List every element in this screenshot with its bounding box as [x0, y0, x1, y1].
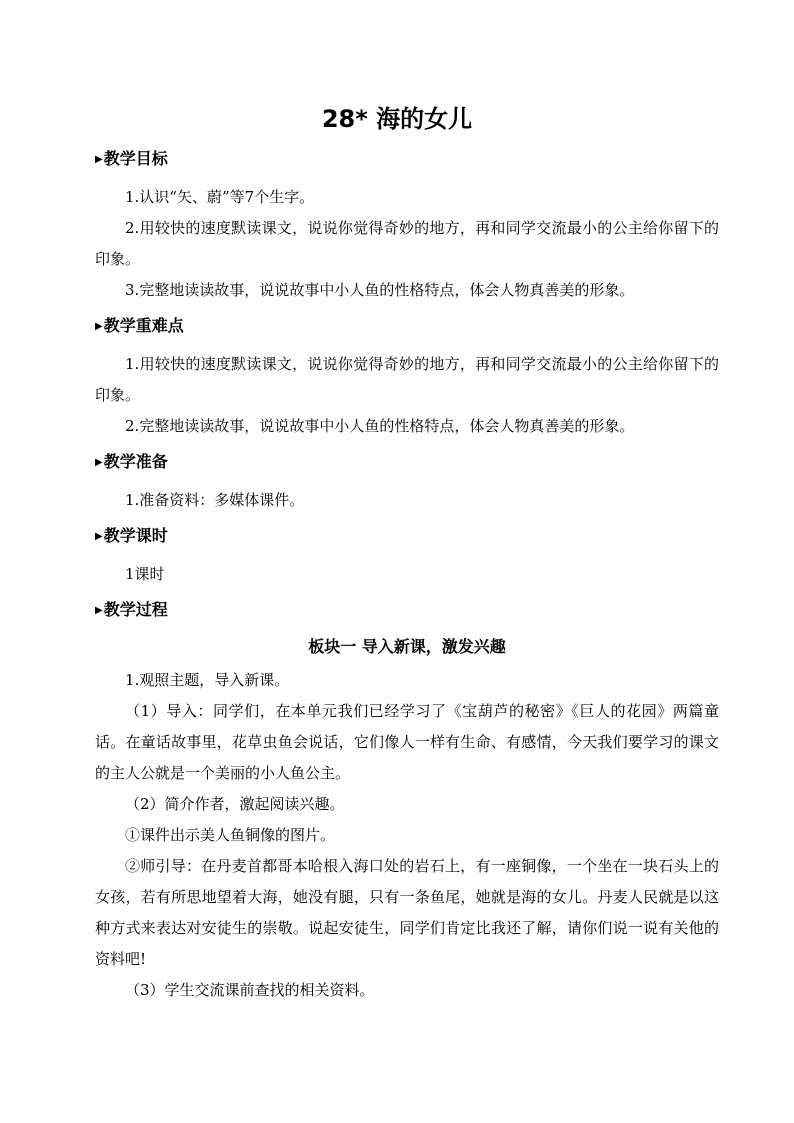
- section-heading-text: 教学重难点: [103, 316, 184, 335]
- section-heading: [95, 448, 719, 477]
- section-heading-text: 教学目标: [103, 149, 168, 168]
- section-preparation: [95, 448, 719, 516]
- triangle-bullet-icon: ▶: [95, 605, 103, 616]
- triangle-bullet-icon: ▶: [95, 531, 103, 542]
- section-key-points: [95, 312, 719, 442]
- paragraph: 1.用较快的速度默读课文，说说你觉得奇妙的地方，再和同学交流最小的公主给你留下的印象。: [95, 355, 719, 404]
- paragraph: 2.完整地读读故事，说说故事中小人鱼的性格特点，体会人物真善美的形象。: [125, 417, 635, 435]
- triangle-bullet-icon: ▶: [95, 321, 103, 332]
- triangle-bullet-icon: ▶: [95, 457, 103, 468]
- section-process: [95, 596, 719, 1006]
- paragraph: （1）导入：同学们，在本单元我们已经学习了《宝葫芦的秘密》《巨人的花园》两篇童话。在童话故事里，花草虫鱼会说话，它们像人一样有生命、有感情，今天我们要学习的课文的主人公就是一个美丽的小人鱼公主。: [95, 702, 719, 782]
- section-heading: [95, 522, 719, 551]
- paragraph: （3）学生交流课前查找的相关资料。: [125, 981, 375, 999]
- section-heading-text: 教学准备: [103, 452, 168, 471]
- paragraph: 1.准备资料：多媒体课件。: [125, 491, 305, 509]
- paragraph: （2）简介作者，激起阅读兴趣。: [125, 795, 345, 813]
- paragraph: 3.完整地读读故事，说说故事中小人鱼的性格特点，体会人物真善美的形象。: [125, 281, 635, 299]
- triangle-bullet-icon: ▶: [95, 154, 103, 165]
- section-heading-text: 教学过程: [103, 600, 168, 619]
- paragraph: 1.观照主题，导入新课。: [125, 671, 290, 689]
- section-heading-text: 教学课时: [103, 526, 168, 545]
- paragraph: 2.用较快的速度默读课文，说说你觉得奇妙的地方，再和同学交流最小的公主给你留下的印象。: [95, 219, 719, 268]
- section-heading: [95, 312, 719, 341]
- document-body: [95, 145, 719, 1012]
- section-heading: [95, 596, 719, 625]
- document-title: 28* 海的女儿: [321, 105, 473, 133]
- section-heading: [95, 145, 719, 174]
- section-objectives: [95, 145, 719, 306]
- process-subheading: 板块一 导入新课，激发兴趣: [308, 637, 506, 656]
- section-class-hours: [95, 522, 719, 590]
- paragraph: ①课件出示美人鱼铜像的图片。: [125, 826, 336, 844]
- paragraph: ②师引导：在丹麦首都哥本哈根入海口处的岩石上，有一座铜像，一个坐在一块石头上的女孩，若有所思地望着大海，她没有腿，只有一条鱼尾，她就是海的女儿。丹麦人民就是以这种方式来表达对安徒生的崇敬。说起安徒生，同学们肯定比我还了解，请你们说一说有关他的资料吧!: [95, 857, 719, 968]
- paragraph: 1课时: [125, 565, 165, 583]
- paragraph: 1.认识“矢、蔚”等7个生字。: [125, 188, 315, 206]
